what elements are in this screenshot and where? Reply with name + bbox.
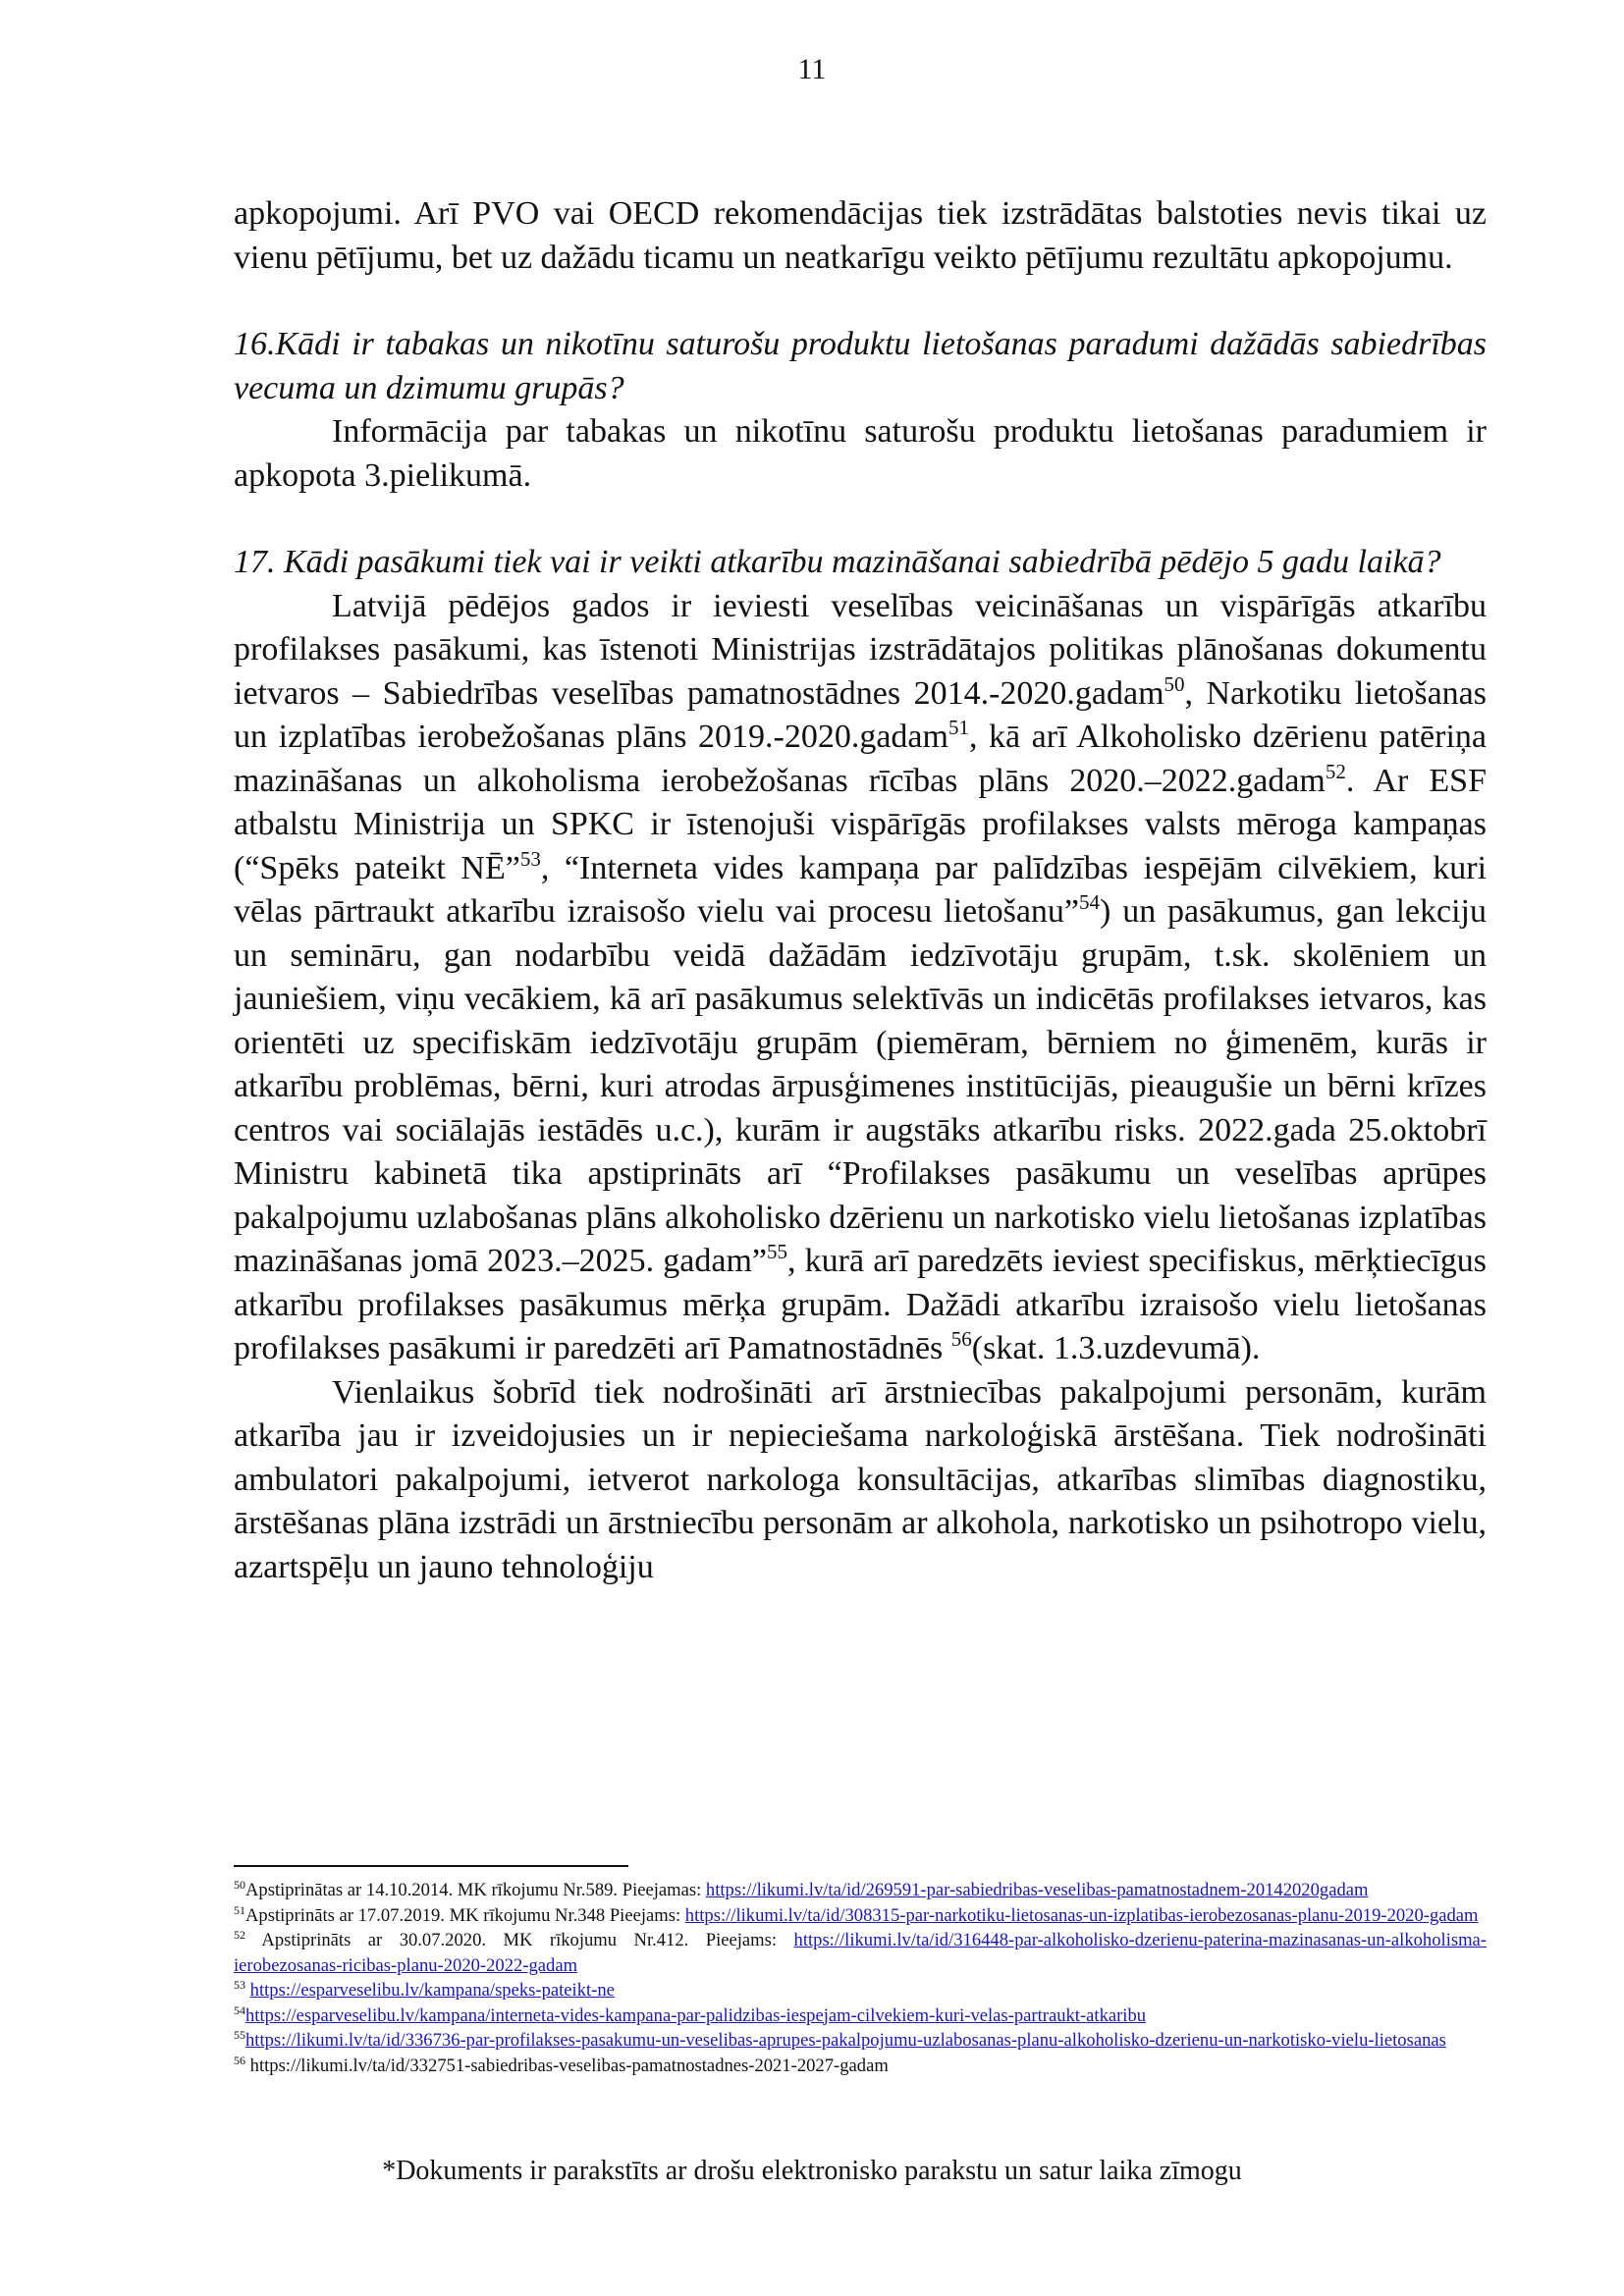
footnotes: [234, 1878, 1487, 2078]
footnote-ref-53[interactable]: 53: [519, 846, 541, 871]
answer-17-part: . Ar ESF atbalstu Ministrija un SPKC ir īstenojuši vispārīgās profilakses valsts mēroga kampaņas (“Spēks pateikt NĒ”: [234, 762, 1487, 886]
footnote-56: [234, 2054, 1487, 2079]
footnote-number: 56: [234, 2053, 245, 2067]
document-body: [234, 192, 1487, 1589]
footnote-link[interactable]: https://likumi.lv/ta/id/308315-par-narkotiku-lietosanas-un-izplatibas-ierobezosanas-planu-2019-2020-gadam: [684, 1904, 1479, 1926]
footnote-number: 52: [234, 1928, 245, 1942]
answer-17-part: Latvijā pēdējos gados ir ieviesti veselības veicināšanas un vispārīgās atkarību profilakses pasākumi, kas īstenoti Ministrijas izstrādātajos politikas plānošanas dokumentu ietvaros – Sabiedrības veselības pamatnostādnes 2014.-2020.gadam: [234, 587, 1487, 712]
footnote-link[interactable]: https://esparveselibu.lv/kampana/speks-pateikt-ne: [249, 1980, 615, 2001]
footnote-53: [234, 1978, 1487, 2003]
question-17: 17. Kādi pasākumi tiek vai ir veikti atkarību mazināšanai sabiedrībā pēdējo 5 gadu laikā?: [234, 544, 1441, 580]
footnote-ref-52[interactable]: 52: [1325, 759, 1346, 783]
footnote-ref-55[interactable]: 55: [766, 1240, 787, 1263]
footnote-ref-56[interactable]: 56: [950, 1327, 972, 1351]
footnote-link[interactable]: https://likumi.lv/ta/id/269591-par-sabiedribas-veselibas-pamatnostadnem-20142020gadam: [705, 1880, 1369, 1900]
footnote-link[interactable]: https://likumi.lv/ta/id/336736-par-profilakses-pasakumu-un-veselibas-aprupes-pakalpojumu-uzlabosanas-planu-alkoholisko-dzerienu-un-narkotisko-vielu-lietosanas: [245, 2030, 1446, 2051]
answer-17-part: , kurā arī paredzēts ieviest specifiskus, mērķtiecīgus atkarību profilakses pasākumus mērķa grupām. Dažādi atkarību izraisošo vielu lietošanas profilakses pasākumi ir paredzēti arī Pamatnostādnēs: [234, 1243, 1488, 1366]
footnote-number: 53: [234, 1978, 245, 1992]
footnote-link[interactable]: https://esparveselibu.lv/kampana/interneta-vides-kampana-par-palidzibas-iespejam-cilvekiem-kuri-velas-partraukt-atkaribu: [245, 2004, 1147, 2026]
footnote-link[interactable]: https://likumi.lv/ta/id/316448-par-alkoholisko-dzerienu-paterina-mazinasanas-un-alkoholisma-ierobezosanas-ricibas-planu-2020-2022-gadam: [234, 1930, 1487, 1976]
footnote-50: [234, 1878, 1487, 1903]
footnote-separator: [234, 1865, 628, 1867]
footnote-text: Apstiprināts ar 17.07.2019. MK rīkojumu Nr.348 Pieejams:: [245, 1904, 685, 1926]
answer-17-part: ) un pasākumus, gan lekciju un semināru, gan nodarbību veidā dažādām iedzīvotāju grupām, t.sk. skolēniem un jauniešiem, viņu vecākiem, kā arī pasākumus selektīvās un indicētās profilakses ietvaros, kas orientēti uz specifiskām iedzīvotāju grupām (piemēram, bērniem no ģimenēm, kurās ir atkarību problēmas, bērni, kuri atrodas ārpusģimenes institūcijās, pieaugušie un bērni krīzes centros vai sociālajās iestādēs u.c.), kurām ir augstāks atkarību risks. 2022.gada 25.oktobrī Ministru kabinetā tika apstiprināts arī “Profilakses pasākumu un veselības aprūpes pakalpojumu uzlabošanas plāns alkoholisko dzērienu un narkotisko vielu lietošanas izplatības mazināšanas jomā 2023.–2025. gadam”: [234, 893, 1487, 1279]
answer-17-part: (skat. 1.3.uzdevumā).: [971, 1330, 1261, 1366]
footnote-number: 51: [234, 1902, 245, 1917]
question-16: 16.Kādi ir tabakas un nikotīnu saturošu produktu lietošanas paradumi dažādās sabiedrības vecuma un dzimumu grupās?: [234, 326, 1487, 406]
answer-16: Informācija par tabakas un nikotīnu saturošu produktu lietošanas paradumiem ir apkopota 3.pielikumā.: [234, 413, 1487, 494]
footnote-number: 50: [234, 1878, 245, 1892]
answer-17-part: , Narkotiku lietošanas un izplatības ierobežošanas plāns 2019.-2020.gadam: [234, 674, 1487, 755]
footnote-ref-50[interactable]: 50: [1164, 671, 1185, 696]
signature-notice: *Dokuments ir parakstīts ar drošu elektronisko parakstu un satur laika zīmogu: [382, 2156, 1242, 2186]
footnote-ref-54[interactable]: 54: [1079, 890, 1100, 914]
footnote-text: https://likumi.lv/ta/id/332751-sabiedribas-veselibas-pamatnostadnes-2021-2027-gadam: [245, 2055, 889, 2076]
answer-17-part: , kā arī Alkoholisko dzērienu patēriņa mazināšanas un alkoholisma ierobežošanas rīcības plāns 2020.–2022.gadam: [234, 719, 1487, 799]
answer-17: [234, 585, 1487, 1371]
footnote-text: Apstiprinātas ar 14.10.2014. MK rīkojumu Nr.589. Pieejamas:: [245, 1880, 706, 1900]
footnote-54: [234, 2003, 1487, 2029]
page-number: 11: [797, 53, 827, 85]
footnote-text: Apstiprināts ar 30.07.2020. MK rīkojumu Nr.412. Pieejams:: [245, 1930, 794, 1950]
answer-17-part: , “Interneta vides kampaņa par palīdzības iespējām cilvēkiem, kuri vēlas pārtraukt atkarību izraisošo vielu vai procesu lietošanu”: [234, 849, 1488, 930]
paragraph-treatment: Vienlaikus šobrīd tiek nodrošināti arī ārstniecības pakalpojumi personām, kurām atkarība jau ir izveidojusies un ir nepieciešama narkoloģiskā ārstēšana. Tiek nodrošināti ambulatori pakalpojumi, ietverot narkologa konsultācijas, atkarības slimības diagnostiku, ārstēšanas plāna izstrādi un ārstniecību personām ar alkohola, narkotisko un psihotropo vielu, azartspēļu un jauno tehnoloģiju: [234, 1373, 1487, 1585]
footnote-52: [234, 1928, 1487, 1978]
footnote-number: 55: [234, 2028, 245, 2042]
paragraph-intro: apkopojumi. Arī PVO vai OECD rekomendācijas tiek izstrādātas balstoties nevis tikai uz vienu pētījumu, bet uz dažādu ticamu un neatkarīgu veikto pētījumu rezultātu apkopojumu.: [234, 195, 1487, 276]
footnote-number: 54: [234, 2002, 245, 2017]
footnote-ref-51[interactable]: 51: [947, 716, 969, 739]
footnote-55: [234, 2028, 1487, 2054]
footnote-51: [234, 1903, 1487, 1929]
